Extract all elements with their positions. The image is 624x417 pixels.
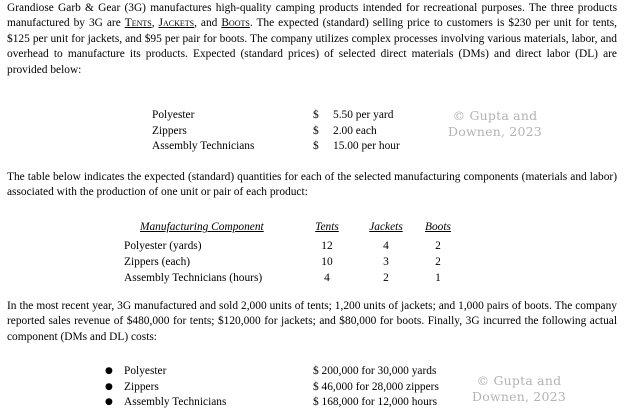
price-amount: 2.00 each [333,124,377,137]
product-tents: Tents [124,17,152,30]
copyright-watermark-bottom [472,373,566,404]
table-row [124,239,464,255]
price-label: Zippers [152,124,187,137]
cell-tents: 10 [321,256,333,268]
cost-label: Polyester [124,365,167,377]
cell-jackets: 3 [383,256,389,268]
intro-text-part2: . The expected (standard) selling price to customers is $230 per unit for tents, $125 per unit for jackets, and $95 per pair for boots. The company utilizes complex processes involving various materials, labor, and overhead to manufacture its products. Expected (standard prices) of selected direct materials (DMs) and direct labor (DL) are provided below: [7,17,617,76]
cost-amount: $ 200,000 for 30,000 yards [313,365,437,377]
component-table [124,220,464,287]
price-row-polyester [152,108,452,124]
cell-jackets: 2 [383,272,389,284]
product-boots: Boots [221,17,250,30]
cell-tents: 4 [324,272,330,284]
intro-sep1: , [151,17,159,30]
product-jackets: Jackets [158,17,195,30]
cell-jackets: 4 [383,240,389,252]
cost-label: Assembly Technicians [124,396,227,408]
intro-text-part1: Grandiose Garb & Gear (3G) manufactures high-quality camping products intended for recreational purposes. The three products manufactured by 3G are [7,2,617,30]
price-dollar: $ [313,140,319,152]
intro-paragraph [7,1,617,78]
header-component: Manufacturing Component [140,221,264,233]
bullet-icon: ● [105,381,113,392]
cell-component: Zippers (each) [124,256,191,268]
header-tents: Tents [315,221,339,233]
price-dollar: $ [313,124,319,137]
cost-label: Zippers [124,380,159,393]
cell-component: Assembly Technicians (hours) [124,272,263,284]
bullet-icon: ● [105,397,113,407]
cost-row-zippers [105,380,475,396]
watermark-line1: © Gupta and [476,373,562,388]
table-header-row [124,220,464,236]
price-label: Polyester [152,109,195,121]
price-amount: 5.50 per yard [333,109,394,121]
header-jackets: Jackets [369,221,403,233]
cell-boots: 2 [435,240,441,252]
cost-amount: $ 168,000 for 12,000 hours [313,396,438,408]
price-row-assembly-technicians [152,139,452,155]
standard-price-list [152,108,452,155]
cell-component: Polyester (yards) [124,240,202,252]
table-intro-paragraph: The table below indicates the expected (standard) quantities for each of the selected manufacturing components (materials and labor) associated with the production of one unit or pair of each product: [7,171,617,199]
cell-boots: 1 [435,272,441,284]
watermark-line2: Downen, 2023 [448,123,542,139]
actual-cost-list [105,364,475,411]
price-amount: 15.00 per hour [333,140,400,152]
header-boots: Boots [425,221,451,233]
cost-amount: $ 46,000 for 28,000 zippers [313,380,439,393]
cell-boots: 2 [435,256,441,268]
intro-sep2: , and [194,17,222,30]
watermark-line1: © Gupta and [452,108,538,123]
price-row-zippers [152,124,452,140]
cost-row-assembly-technicians [105,395,475,411]
price-dollar: $ [313,109,319,121]
watermark-line2: Downen, 2023 [472,388,566,404]
table-row [124,255,464,271]
bullet-icon: ● [105,366,113,376]
copyright-watermark [448,108,542,139]
cost-row-polyester [105,364,475,380]
table-row [124,271,464,287]
cell-tents: 12 [321,240,333,252]
price-label: Assembly Technicians [152,140,255,152]
actual-intro-paragraph: In the most recent year, 3G manufactured and sold 2,000 units of tents; 1,200 units of jackets; and 1,000 pairs of boots. The company reported sales revenue of $480,000 for tents; $120,000 for jackets; and $80,000 for boots. Finally, 3G incurred the following actual component (DMs and DL) costs: [7,300,617,343]
